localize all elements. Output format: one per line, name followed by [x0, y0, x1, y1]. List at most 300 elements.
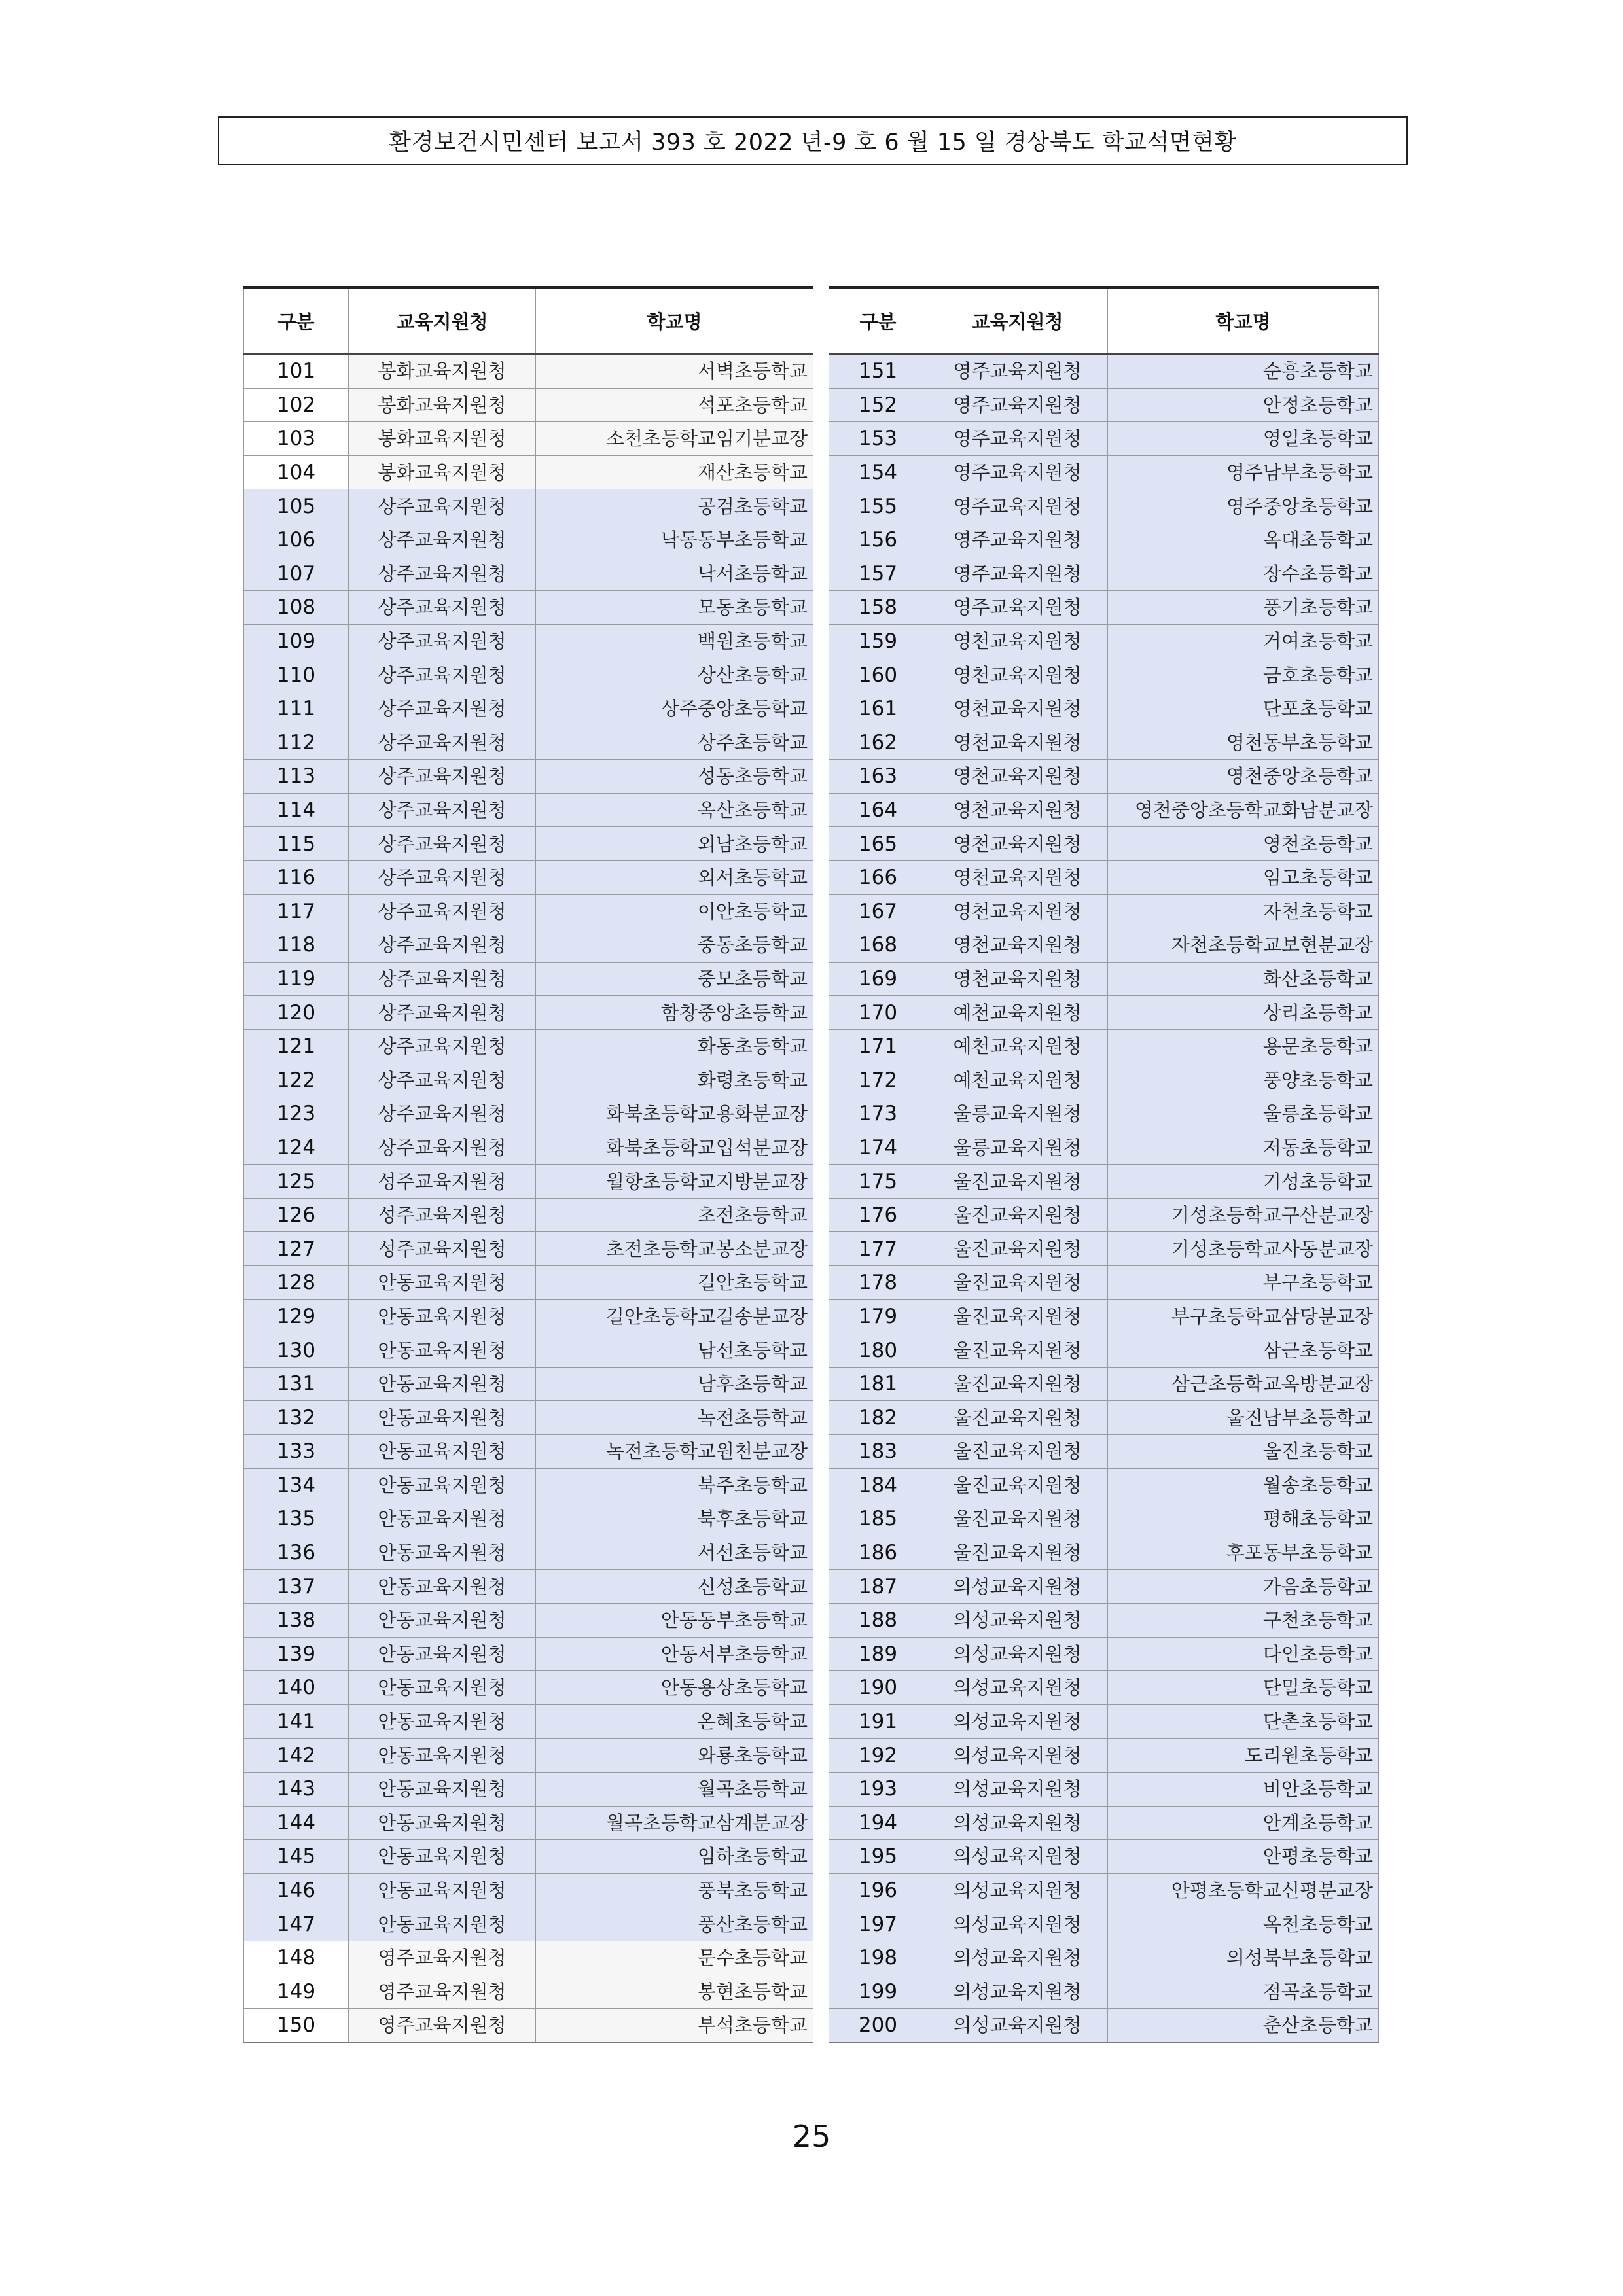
table-row — [244, 1941, 813, 1975]
table-row — [829, 1232, 1379, 1266]
table-row — [829, 1739, 1379, 1773]
row-office: 안동교육지원청 — [349, 1367, 536, 1401]
row-number: 118 — [244, 928, 349, 963]
row-school: 상리초등학교 — [1108, 996, 1379, 1030]
row-number: 143 — [244, 1772, 349, 1806]
row-school: 온혜초등학교 — [536, 1704, 813, 1739]
row-office: 울진교육지원청 — [927, 1502, 1108, 1536]
row-school: 월항초등학교지방분교장 — [536, 1165, 813, 1199]
row-number: 138 — [244, 1603, 349, 1637]
school-table-right — [829, 286, 1379, 2043]
row-office: 안동교육지원청 — [349, 1603, 536, 1637]
row-office: 울진교육지원청 — [927, 1232, 1108, 1266]
row-school: 재산초등학교 — [536, 455, 813, 489]
row-school: 안동서부초등학교 — [536, 1637, 813, 1671]
row-office: 상주교육지원청 — [349, 827, 536, 861]
row-number: 194 — [829, 1806, 927, 1840]
row-number: 153 — [829, 422, 927, 456]
row-school: 거여초등학교 — [1108, 624, 1379, 658]
row-office: 울진교육지원청 — [927, 1165, 1108, 1199]
row-school: 모동초등학교 — [536, 591, 813, 625]
row-office: 영천교육지원청 — [927, 962, 1108, 996]
row-office: 울진교육지원청 — [927, 1266, 1108, 1300]
row-number: 117 — [244, 894, 349, 928]
row-school: 풍양초등학교 — [1108, 1063, 1379, 1097]
row-number: 171 — [829, 1029, 927, 1063]
table-row — [829, 1536, 1379, 1570]
row-office: 예천교육지원청 — [927, 1063, 1108, 1097]
col-header-school: 학교명 — [536, 287, 813, 354]
row-office: 안동교육지원청 — [349, 1907, 536, 1941]
row-office: 상주교육지원청 — [349, 726, 536, 760]
row-school: 장수초등학교 — [1108, 557, 1379, 591]
row-office: 안동교육지원청 — [349, 1468, 536, 1502]
row-office: 의성교육지원청 — [927, 1704, 1108, 1739]
row-number: 125 — [244, 1165, 349, 1199]
row-school: 자천초등학교 — [1108, 894, 1379, 928]
row-school: 월곡초등학교 — [536, 1772, 813, 1806]
table-row — [244, 827, 813, 861]
table-row — [244, 962, 813, 996]
row-number: 140 — [244, 1671, 349, 1705]
table-row — [244, 860, 813, 894]
row-school: 화북초등학교입석분교장 — [536, 1131, 813, 1165]
row-school: 성동초등학교 — [536, 760, 813, 794]
row-number: 119 — [244, 962, 349, 996]
row-number: 154 — [829, 455, 927, 489]
row-school: 상산초등학교 — [536, 658, 813, 692]
row-office: 울진교육지원청 — [927, 1198, 1108, 1232]
table-row — [244, 1536, 813, 1570]
table-row — [829, 1502, 1379, 1536]
table-row — [829, 1266, 1379, 1300]
row-office: 안동교육지원청 — [349, 1671, 536, 1705]
report-header — [218, 116, 1408, 165]
table-row — [244, 1704, 813, 1739]
row-office: 안동교육지원청 — [349, 1840, 536, 1874]
table-row — [829, 1435, 1379, 1469]
row-school: 자천초등학교보현분교장 — [1108, 928, 1379, 963]
table-row — [244, 1333, 813, 1368]
row-office: 상주교육지원청 — [349, 860, 536, 894]
row-office: 영주교육지원청 — [927, 388, 1108, 422]
row-office: 상주교육지원청 — [349, 692, 536, 726]
row-school: 화령초등학교 — [536, 1063, 813, 1097]
table-row — [829, 1941, 1379, 1975]
table-row — [244, 894, 813, 928]
table-header-row — [829, 287, 1379, 354]
row-office: 의성교육지원청 — [927, 1739, 1108, 1773]
row-school: 문수초등학교 — [536, 1941, 813, 1975]
row-office: 안동교육지원청 — [349, 1401, 536, 1435]
row-number: 200 — [829, 2009, 927, 2043]
row-school: 영일초등학교 — [1108, 422, 1379, 456]
row-number: 135 — [244, 1502, 349, 1536]
row-number: 163 — [829, 760, 927, 794]
row-school: 초전초등학교 — [536, 1198, 813, 1232]
table-row — [244, 1772, 813, 1806]
row-office: 안동교육지원청 — [349, 1772, 536, 1806]
col-header-office: 교육지원청 — [349, 287, 536, 354]
row-number: 175 — [829, 1165, 927, 1199]
table-row — [244, 523, 813, 557]
row-number: 185 — [829, 1502, 927, 1536]
row-school: 단밀초등학교 — [1108, 1671, 1379, 1705]
row-school: 와룡초등학교 — [536, 1739, 813, 1773]
row-school: 녹전초등학교원천분교장 — [536, 1435, 813, 1469]
table-row — [829, 1299, 1379, 1333]
table-row — [829, 1806, 1379, 1840]
table-row — [829, 1401, 1379, 1435]
row-school: 삼근초등학교옥방분교장 — [1108, 1367, 1379, 1401]
row-number: 104 — [244, 455, 349, 489]
table-row — [244, 793, 813, 827]
table-row — [829, 760, 1379, 794]
row-number: 152 — [829, 388, 927, 422]
row-office: 상주교육지원청 — [349, 996, 536, 1030]
row-office: 영천교육지원청 — [927, 726, 1108, 760]
table-row — [244, 726, 813, 760]
row-number: 147 — [244, 1907, 349, 1941]
row-school: 의성북부초등학교 — [1108, 1941, 1379, 1975]
row-office: 영주교육지원청 — [927, 455, 1108, 489]
table-row — [829, 894, 1379, 928]
row-number: 159 — [829, 624, 927, 658]
table-row — [829, 1029, 1379, 1063]
row-office: 영천교육지원청 — [927, 827, 1108, 861]
row-school: 중동초등학교 — [536, 928, 813, 963]
row-number: 199 — [829, 1975, 927, 2009]
row-office: 영주교육지원청 — [927, 591, 1108, 625]
row-number: 134 — [244, 1468, 349, 1502]
table-row — [829, 388, 1379, 422]
table-row — [829, 1367, 1379, 1401]
row-school: 단포초등학교 — [1108, 692, 1379, 726]
row-office: 안동교육지원청 — [349, 1704, 536, 1739]
row-school: 중모초등학교 — [536, 962, 813, 996]
row-office: 상주교육지원청 — [349, 793, 536, 827]
row-office: 봉화교육지원청 — [349, 455, 536, 489]
row-number: 141 — [244, 1704, 349, 1739]
row-office: 상주교육지원청 — [349, 760, 536, 794]
row-office: 상주교육지원청 — [349, 591, 536, 625]
table-row — [829, 1637, 1379, 1671]
row-number: 145 — [244, 1840, 349, 1874]
table-row — [829, 1671, 1379, 1705]
table-row — [244, 591, 813, 625]
row-school: 울진초등학교 — [1108, 1435, 1379, 1469]
row-school: 옥대초등학교 — [1108, 523, 1379, 557]
row-school: 울진남부초등학교 — [1108, 1401, 1379, 1435]
table-row — [244, 658, 813, 692]
row-number: 156 — [829, 523, 927, 557]
row-school: 공검초등학교 — [536, 489, 813, 523]
row-number: 176 — [829, 1198, 927, 1232]
row-school: 부구초등학교삼당분교장 — [1108, 1299, 1379, 1333]
row-school: 삼근초등학교 — [1108, 1333, 1379, 1368]
row-office: 울진교육지원청 — [927, 1435, 1108, 1469]
table-row — [244, 928, 813, 963]
table-row — [244, 1266, 813, 1300]
row-number: 193 — [829, 1772, 927, 1806]
table-row — [829, 624, 1379, 658]
row-number: 137 — [244, 1570, 349, 1604]
row-office: 울릉교육지원청 — [927, 1097, 1108, 1131]
row-school: 춘산초등학교 — [1108, 2009, 1379, 2043]
table-row — [829, 1840, 1379, 1874]
table-row — [829, 523, 1379, 557]
row-school: 소천초등학교임기분교장 — [536, 422, 813, 456]
row-school: 외남초등학교 — [536, 827, 813, 861]
table-row — [829, 1975, 1379, 2009]
row-office: 상주교육지원청 — [349, 1097, 536, 1131]
table-row — [244, 624, 813, 658]
row-school: 안평초등학교신평분교장 — [1108, 1873, 1379, 1907]
table-row — [244, 557, 813, 591]
row-school: 풍산초등학교 — [536, 1907, 813, 1941]
row-school: 영주중앙초등학교 — [1108, 489, 1379, 523]
row-office: 영천교육지원청 — [927, 760, 1108, 794]
row-school: 풍기초등학교 — [1108, 591, 1379, 625]
row-number: 102 — [244, 388, 349, 422]
row-office: 상주교육지원청 — [349, 1131, 536, 1165]
row-school: 영천초등학교 — [1108, 827, 1379, 861]
row-number: 151 — [829, 354, 927, 389]
row-number: 195 — [829, 1840, 927, 1874]
table-row — [244, 1975, 813, 2009]
table-row — [829, 1333, 1379, 1368]
row-office: 영천교육지원청 — [927, 692, 1108, 726]
table-row — [829, 1097, 1379, 1131]
row-office: 안동교육지원청 — [349, 1570, 536, 1604]
row-office: 안동교육지원청 — [349, 1502, 536, 1536]
table-row — [244, 1603, 813, 1637]
table-row — [829, 1570, 1379, 1604]
row-office: 봉화교육지원청 — [349, 388, 536, 422]
row-office: 울진교육지원청 — [927, 1468, 1108, 1502]
row-office: 예천교육지원청 — [927, 1029, 1108, 1063]
row-school: 서선초등학교 — [536, 1536, 813, 1570]
row-school: 울릉초등학교 — [1108, 1097, 1379, 1131]
table-row — [244, 1435, 813, 1469]
table-row — [829, 1165, 1379, 1199]
row-office: 의성교육지원청 — [927, 1941, 1108, 1975]
row-office: 의성교육지원청 — [927, 1907, 1108, 1941]
row-number: 148 — [244, 1941, 349, 1975]
row-school: 다인초등학교 — [1108, 1637, 1379, 1671]
row-number: 113 — [244, 760, 349, 794]
row-number: 196 — [829, 1873, 927, 1907]
table-row — [244, 1671, 813, 1705]
row-office: 상주교육지원청 — [349, 928, 536, 963]
row-school: 남후초등학교 — [536, 1367, 813, 1401]
table-row — [244, 1299, 813, 1333]
row-school: 남선초등학교 — [536, 1333, 813, 1368]
row-office: 안동교육지원청 — [349, 1266, 536, 1300]
row-number: 109 — [244, 624, 349, 658]
row-office: 안동교육지원청 — [349, 1873, 536, 1907]
table-body-right — [829, 354, 1379, 2043]
table-row — [244, 1029, 813, 1063]
table-row — [829, 928, 1379, 963]
row-office: 의성교육지원청 — [927, 1975, 1108, 2009]
row-school: 녹전초등학교 — [536, 1401, 813, 1435]
row-number: 158 — [829, 591, 927, 625]
row-school: 임하초등학교 — [536, 1840, 813, 1874]
table-row — [244, 1367, 813, 1401]
row-number: 122 — [244, 1063, 349, 1097]
row-number: 164 — [829, 793, 927, 827]
row-number: 167 — [829, 894, 927, 928]
row-school: 북후초등학교 — [536, 1502, 813, 1536]
row-office: 의성교육지원청 — [927, 1873, 1108, 1907]
row-office: 의성교육지원청 — [927, 1570, 1108, 1604]
row-number: 110 — [244, 658, 349, 692]
row-office: 울진교육지원청 — [927, 1367, 1108, 1401]
table-row — [244, 1198, 813, 1232]
table-row — [829, 827, 1379, 861]
row-number: 173 — [829, 1097, 927, 1131]
row-school: 북주초등학교 — [536, 1468, 813, 1502]
table-row — [829, 1873, 1379, 1907]
row-school: 용문초등학교 — [1108, 1029, 1379, 1063]
row-school: 단촌초등학교 — [1108, 1704, 1379, 1739]
row-number: 111 — [244, 692, 349, 726]
row-office: 상주교육지원청 — [349, 624, 536, 658]
table-row — [829, 2009, 1379, 2043]
row-school: 화북초등학교용화분교장 — [536, 1097, 813, 1131]
row-office: 영천교육지원청 — [927, 793, 1108, 827]
table-row — [244, 692, 813, 726]
row-number: 115 — [244, 827, 349, 861]
table-row — [244, 1570, 813, 1604]
row-school: 안평초등학교 — [1108, 1840, 1379, 1874]
row-number: 133 — [244, 1435, 349, 1469]
row-number: 172 — [829, 1063, 927, 1097]
table-row — [829, 455, 1379, 489]
table-row — [244, 422, 813, 456]
row-office: 의성교육지원청 — [927, 1772, 1108, 1806]
row-number: 114 — [244, 793, 349, 827]
row-number: 127 — [244, 1232, 349, 1266]
row-number: 197 — [829, 1907, 927, 1941]
table-row — [829, 591, 1379, 625]
table-row — [244, 489, 813, 523]
table-row — [244, 1637, 813, 1671]
row-school: 금호초등학교 — [1108, 658, 1379, 692]
row-number: 198 — [829, 1941, 927, 1975]
row-office: 영천교육지원청 — [927, 624, 1108, 658]
row-number: 150 — [244, 2009, 349, 2043]
row-school: 부구초등학교 — [1108, 1266, 1379, 1300]
row-number: 130 — [244, 1333, 349, 1368]
table-row — [244, 760, 813, 794]
row-number: 128 — [244, 1266, 349, 1300]
row-number: 190 — [829, 1671, 927, 1705]
row-school: 옥산초등학교 — [536, 793, 813, 827]
table-row — [244, 1840, 813, 1874]
row-number: 166 — [829, 860, 927, 894]
row-office: 안동교육지원청 — [349, 1637, 536, 1671]
row-office: 의성교육지원청 — [927, 1637, 1108, 1671]
row-school: 저동초등학교 — [1108, 1131, 1379, 1165]
table-row — [829, 489, 1379, 523]
row-number: 149 — [244, 1975, 349, 2009]
row-number: 120 — [244, 996, 349, 1030]
row-office: 상주교육지원청 — [349, 1063, 536, 1097]
row-school: 기성초등학교 — [1108, 1165, 1379, 1199]
row-number: 191 — [829, 1704, 927, 1739]
row-office: 영천교육지원청 — [927, 928, 1108, 963]
row-number: 177 — [829, 1232, 927, 1266]
table-row — [244, 388, 813, 422]
row-number: 155 — [829, 489, 927, 523]
row-number: 168 — [829, 928, 927, 963]
row-school: 임고초등학교 — [1108, 860, 1379, 894]
table-row — [244, 1468, 813, 1502]
table-row — [244, 1131, 813, 1165]
table-row — [829, 860, 1379, 894]
table-row — [829, 1704, 1379, 1739]
row-school: 평해초등학교 — [1108, 1502, 1379, 1536]
row-number: 161 — [829, 692, 927, 726]
row-school: 이안초등학교 — [536, 894, 813, 928]
table-row — [244, 1063, 813, 1097]
row-school: 옥천초등학교 — [1108, 1907, 1379, 1941]
row-school: 상주초등학교 — [536, 726, 813, 760]
row-office: 울릉교육지원청 — [927, 1131, 1108, 1165]
col-header-office: 교육지원청 — [927, 287, 1108, 354]
row-number: 121 — [244, 1029, 349, 1063]
table-row — [244, 1401, 813, 1435]
school-table-left — [243, 286, 813, 2043]
row-office: 상주교육지원청 — [349, 1029, 536, 1063]
col-header-number: 구분 — [829, 287, 927, 354]
row-office: 상주교육지원청 — [349, 523, 536, 557]
row-school: 도리원초등학교 — [1108, 1739, 1379, 1773]
row-number: 187 — [829, 1570, 927, 1604]
row-school: 신성초등학교 — [536, 1570, 813, 1604]
row-number: 106 — [244, 523, 349, 557]
row-office: 안동교육지원청 — [349, 1806, 536, 1840]
row-number: 131 — [244, 1367, 349, 1401]
row-number: 105 — [244, 489, 349, 523]
row-number: 186 — [829, 1536, 927, 1570]
page-number: 25 — [792, 2119, 831, 2154]
row-number: 192 — [829, 1739, 927, 1773]
row-office: 영주교육지원청 — [349, 2009, 536, 2043]
table-row — [244, 1806, 813, 1840]
row-number: 126 — [244, 1198, 349, 1232]
row-office: 영주교육지원청 — [927, 422, 1108, 456]
table-row — [244, 1873, 813, 1907]
table-row — [829, 793, 1379, 827]
table-row — [829, 996, 1379, 1030]
row-office: 울진교육지원청 — [927, 1333, 1108, 1368]
row-office: 안동교육지원청 — [349, 1333, 536, 1368]
row-office: 영주교육지원청 — [927, 557, 1108, 591]
row-school: 기성초등학교구산분교장 — [1108, 1198, 1379, 1232]
table-row — [829, 354, 1379, 389]
row-school: 낙서초등학교 — [536, 557, 813, 591]
row-school: 상주중앙초등학교 — [536, 692, 813, 726]
table-row — [829, 1907, 1379, 1941]
row-school: 영천중앙초등학교화남분교장 — [1108, 793, 1379, 827]
table-row — [829, 1603, 1379, 1637]
table-row — [244, 1097, 813, 1131]
row-school: 안동용상초등학교 — [536, 1671, 813, 1705]
table-row — [829, 557, 1379, 591]
